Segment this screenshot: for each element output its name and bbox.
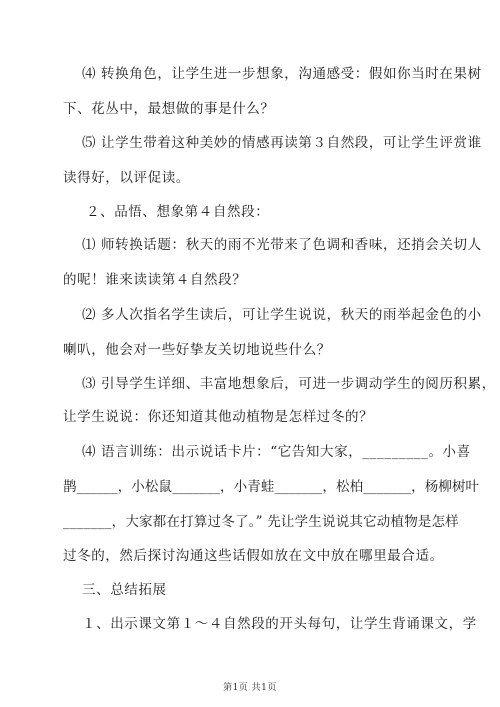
text-line: ⑷ 转换角色，让学生进一步想象，沟通感受：假如你当时在果树 xyxy=(82,66,482,82)
text-line: 鹊______，小松鼠_______，小青蛙_______，松柏_______，杨柳树叶 xyxy=(63,479,480,495)
text-line: _______，大家都在打算过冬了。” 先让学生说说其它动植物是怎样 xyxy=(63,514,459,530)
text-line: 下、花丛中，最想做的事是什么？ xyxy=(63,101,275,117)
text-line: 读得好，以评促读。 xyxy=(63,170,190,186)
text-line: 过冬的，然后探讨沟通这些话假如放在文中放在哪里最合适。 xyxy=(63,548,444,564)
text-line: ⑸ 让学生带着这种美妙的情感再读第３自然段，可让学生评赏谁 xyxy=(82,135,482,151)
text-line: ⑴ 师转换话题：秋天的雨不光带来了色调和香味，还捎会关切人 xyxy=(82,237,482,253)
text-line: ⑷ 语言训练：出示说话卡片：“它告知大家，_________。小喜 xyxy=(82,444,471,460)
section-heading: 三、总结拓展 xyxy=(82,582,167,598)
section-heading: ２、品悟、想象第４自然段： xyxy=(86,204,270,220)
text-line: 让学生说说：你还知道其他动植物是怎样过冬的？ xyxy=(63,409,374,425)
text-line: ⑶ 引导学生详细、丰富地想象后，可进一步调动学生的阅历积累， xyxy=(82,376,496,392)
text-line: 喇叭，他会对一些好挚友关切地说些什么？ xyxy=(63,342,331,358)
text-line: 的呢！谁来读读第４自然段？ xyxy=(63,272,247,288)
text-line: ⑵ 多人次指名学生读后，可让学生说说，秋天的雨举起金色的小 xyxy=(82,307,482,323)
page-footer: 第1页 共1页 xyxy=(223,683,277,693)
text-line: １、出示课文第１～４自然段的开头每句，让学生背诵课文，学 xyxy=(82,616,477,632)
